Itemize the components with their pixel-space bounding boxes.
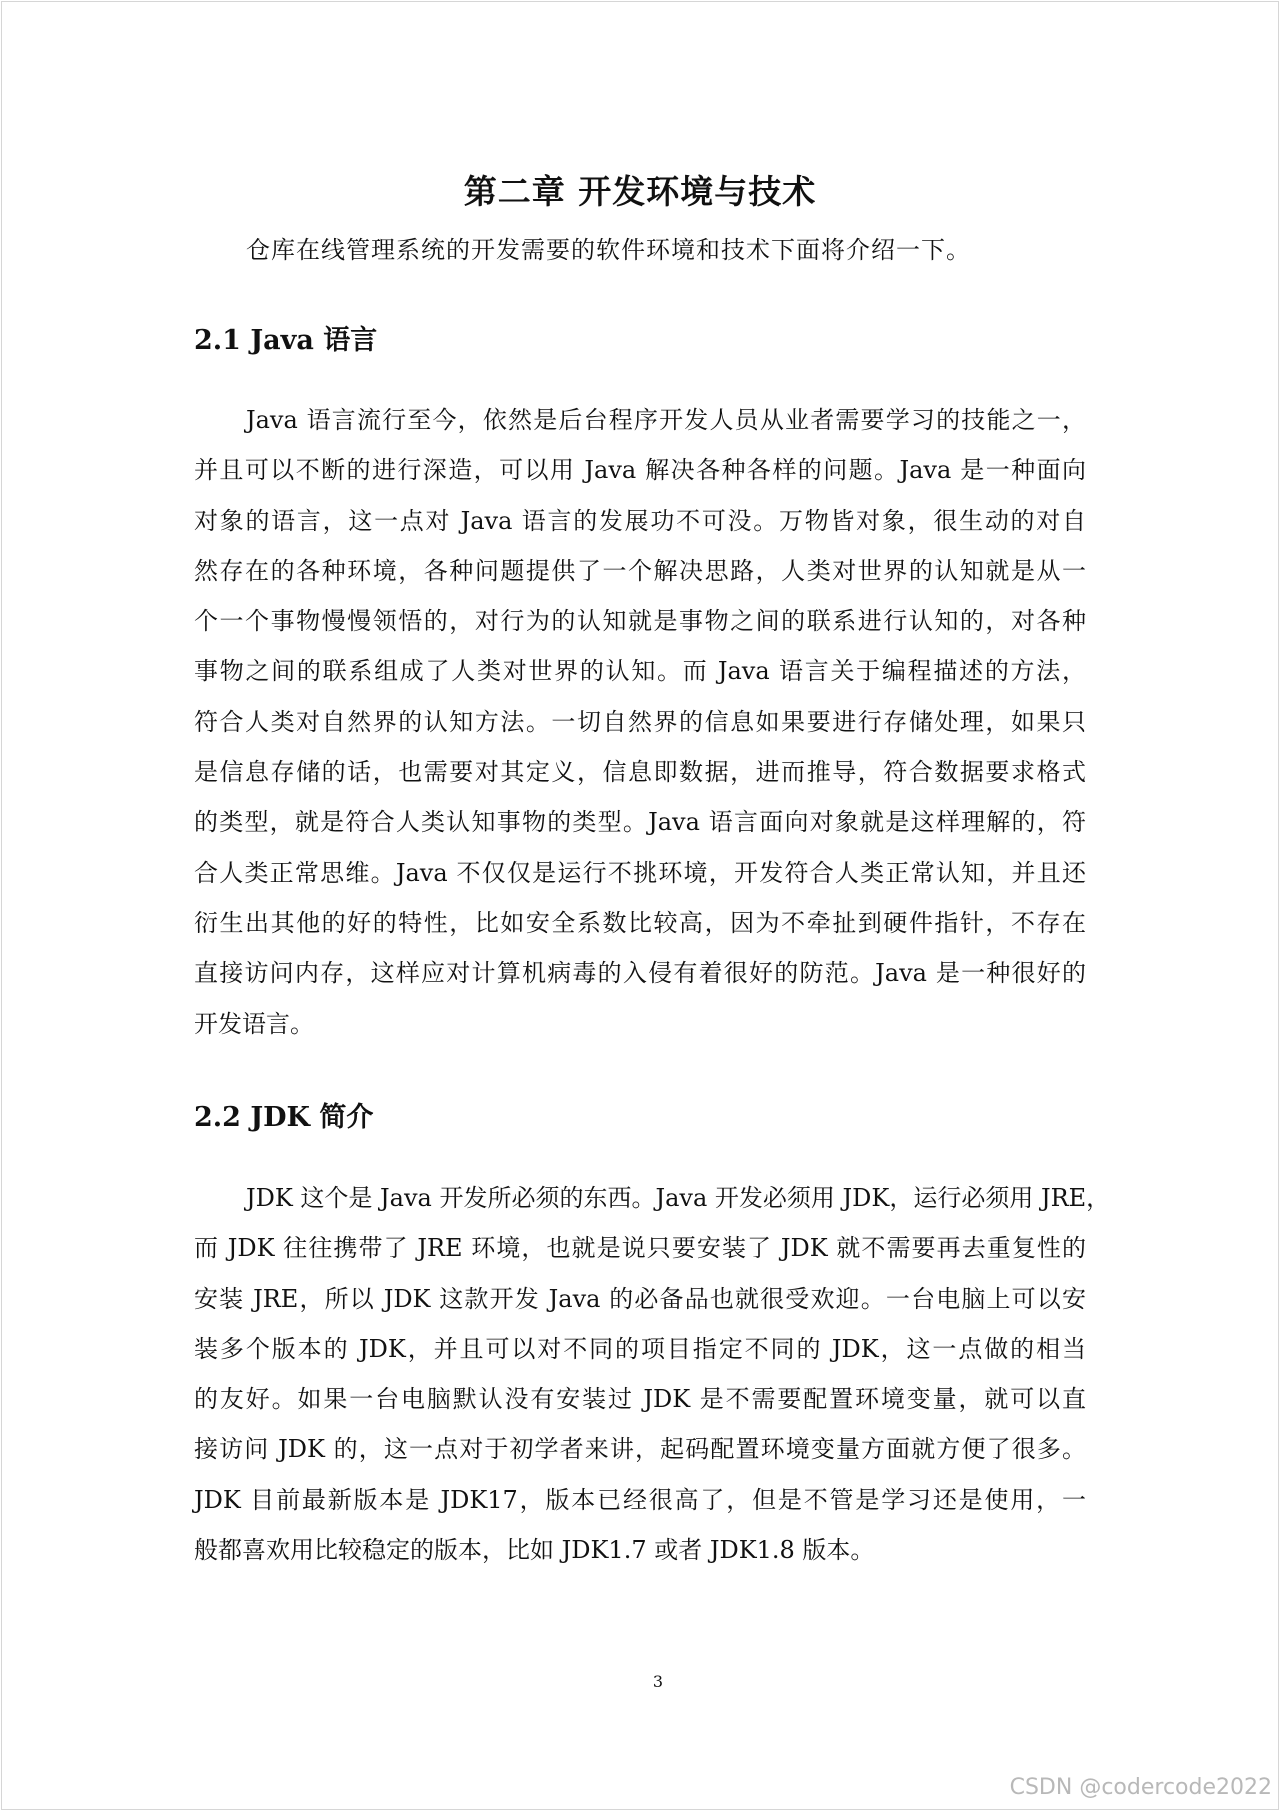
paragraph-line: 符合人类对自然界的认知方法。一切自然界的信息如果要进行存储处理，如果只 — [194, 707, 1086, 736]
section-heading-jdk: 2.2 JDK 简介 — [194, 1102, 374, 1133]
paragraph-line: 装多个版本的 JDK，并且可以对不同的项目指定不同的 JDK，这一点做的相当 — [194, 1334, 1086, 1363]
paragraph-line: 衍生出其他的好的特性，比如安全系数比较高，因为不牵扯到硬件指针，不存在 — [194, 908, 1086, 937]
section-paragraph-java — [194, 395, 1086, 1049]
paragraph-line: 事物之间的联系组成了人类对世界的认知。而 Java 语言关于编程描述的方法， — [194, 657, 1086, 686]
paragraph-line: 对象的语言，这一点对 Java 语言的发展功不可没。万物皆对象，很生动的对自 — [194, 506, 1086, 535]
chapter-intro: 仓库在线管理系统的开发需要的软件环境和技术下面将介绍一下。 — [246, 236, 971, 264]
paragraph-line: 的类型，就是符合人类认知事物的类型。Java 语言面向对象就是这样理解的，符 — [194, 808, 1086, 837]
paragraph-line: 个一个事物慢慢领悟的，对行为的认知就是事物之间的联系进行认知的，对各种 — [194, 607, 1086, 636]
paragraph-line: Java 语言流行至今，依然是后台程序开发人员从业者需要学习的技能之一， — [246, 406, 1086, 434]
paragraph-line: 然存在的各种环境，各种问题提供了一个解决思路，人类对世界的认知就是从一 — [194, 556, 1086, 585]
section-paragraph-jdk — [194, 1173, 1111, 1575]
paragraph-line: 的友好。如果一台电脑默认没有安装过 JDK 是不需要配置环境变量，就可以直 — [194, 1385, 1086, 1414]
paragraph-line: JDK 目前最新版本是 JDK17，版本已经很高了，但是不管是学习还是使用，一 — [194, 1485, 1086, 1514]
paragraph-line: 而 JDK 往往携带了 JRE 环境，也就是说只要安装了 JDK 就不需要再去重复性的 — [194, 1234, 1086, 1263]
watermark: CSDN @codercode2022 — [1009, 1775, 1272, 1800]
paragraph-line: 接访问 JDK 的，这一点对于初学者来讲，起码配置环境变量方面就方便了很多。 — [194, 1435, 1086, 1464]
paragraph-line: JDK 这个是 Java 开发所必须的东西。Java 开发必须用 JDK，运行必须用 JRE， — [246, 1184, 1111, 1212]
page-number: 3 — [652, 1672, 664, 1691]
paragraph-line: 合人类正常思维。Java 不仅仅是运行不挑环境，开发符合人类正常认知，并且还 — [194, 858, 1086, 887]
paragraph-line: 并且可以不断的进行深造，可以用 Java 解决各种各样的问题。Java 是一种面向 — [194, 456, 1086, 485]
paragraph-line: 般都喜欢用比较稳定的版本，比如 JDK1.7 或者 JDK1.8 版本。 — [194, 1536, 875, 1565]
paragraph-line: 安装 JRE，所以 JDK 这款开发 Java 的必备品也就很受欢迎。一台电脑上可以安 — [194, 1284, 1086, 1313]
section-heading-java: 2.1 Java 语言 — [194, 325, 378, 356]
paragraph-line: 直接访问内存，这样应对计算机病毒的入侵有着很好的防范。Java 是一种很好的 — [194, 959, 1086, 988]
chapter-title: 第二章 开发环境与技术 — [463, 172, 817, 211]
paragraph-line: 开发语言。 — [194, 1009, 314, 1038]
paragraph-line: 是信息存储的话，也需要对其定义，信息即数据，进而推导，符合数据要求格式 — [194, 758, 1086, 787]
